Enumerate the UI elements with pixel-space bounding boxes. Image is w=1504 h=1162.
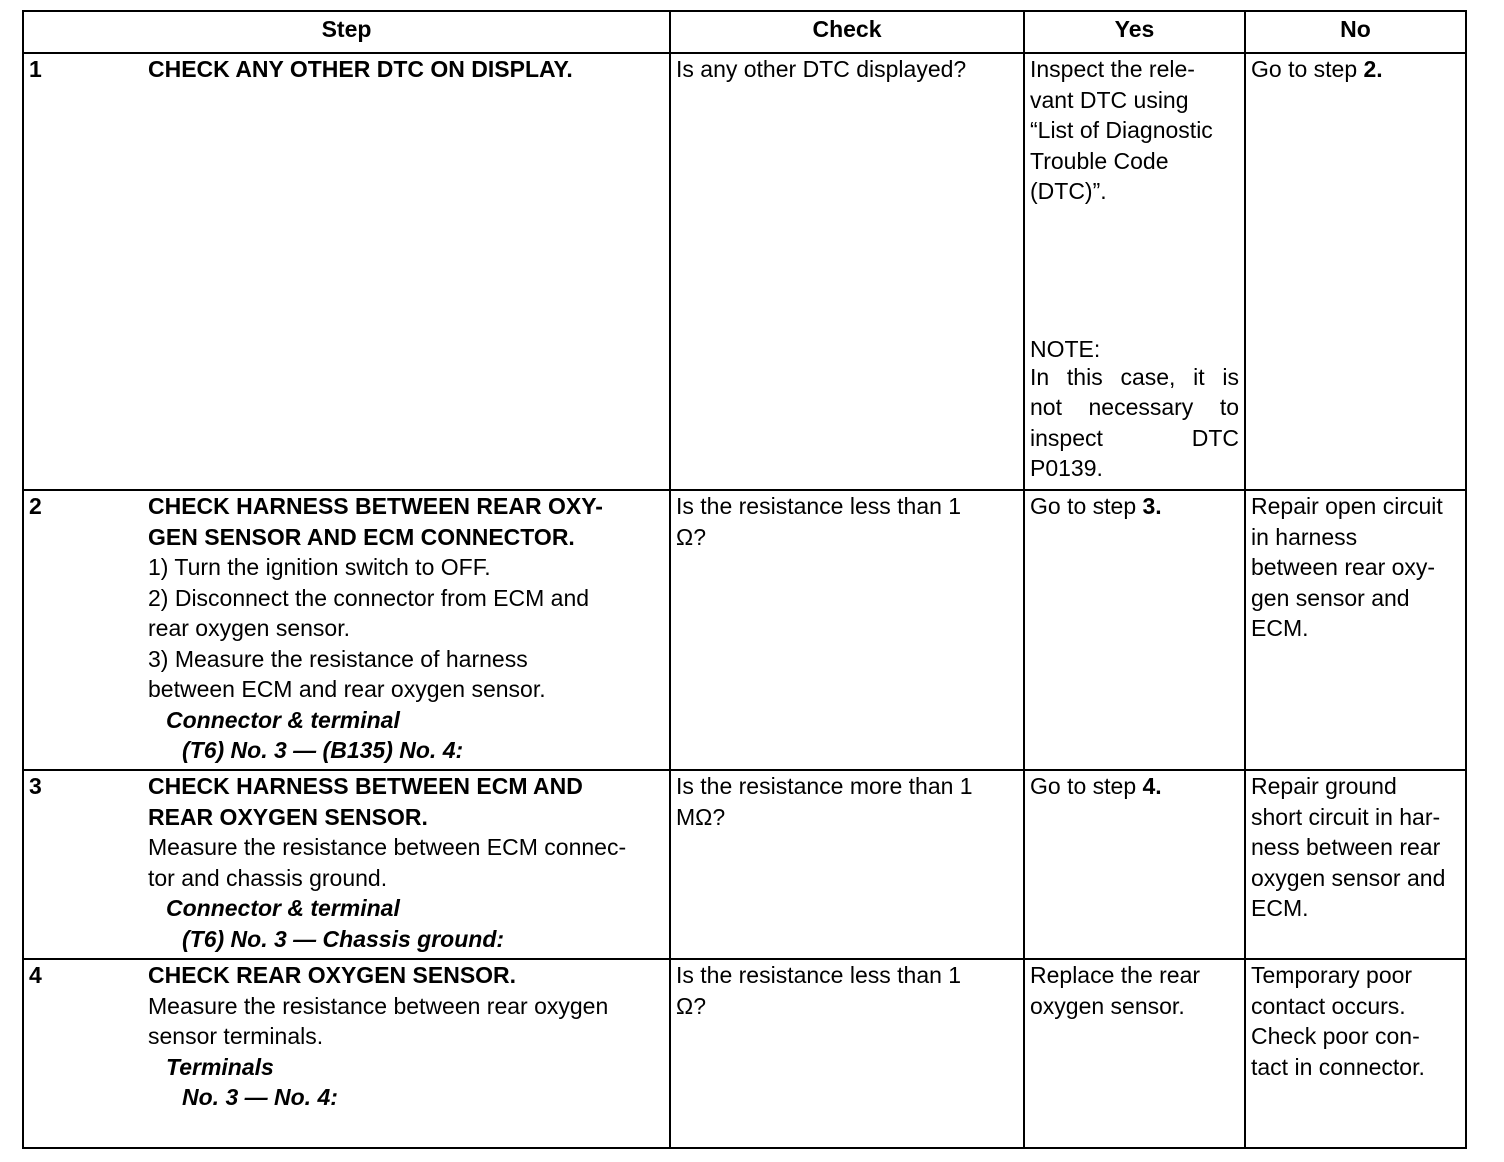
step-title: CHECK ANY OTHER DTC ON DISPLAY. (148, 56, 573, 82)
yes-step-ref: 3. (1142, 493, 1162, 519)
yes-line: “List of Diagnostic (1030, 117, 1213, 143)
yes-text: Go to step (1030, 773, 1143, 799)
no-cell (1245, 53, 1466, 490)
procedure-line: 2) Disconnect the connector from ECM and (148, 584, 590, 611)
check-line: Is the resistance more than 1 (676, 773, 973, 799)
no-line: oxygen sensor and (1251, 864, 1446, 891)
no-line: gen sensor and (1251, 584, 1410, 611)
step-title-line: GEN SENSOR AND ECM CONNECTOR. (148, 523, 575, 550)
yes-cell (1024, 959, 1245, 1148)
no-line: ECM. (1251, 615, 1309, 641)
check-cell (670, 959, 1024, 1148)
yes-line: Trouble Code (1030, 147, 1169, 174)
step-number: 4 (29, 962, 42, 988)
step-title-line: CHECK HARNESS BETWEEN ECM AND (148, 773, 583, 799)
spec-label: Terminals (166, 1053, 274, 1080)
yes-text: Go to step (1030, 493, 1143, 519)
step-title-line: REAR OXYGEN SENSOR. (148, 803, 428, 830)
spec-value: (T6) No. 3 — (B135) No. 4: (182, 737, 464, 763)
check-question: Is any other DTC displayed? (676, 56, 967, 82)
no-cell (1245, 770, 1466, 959)
yes-line: (DTC)”. (1030, 178, 1107, 204)
yes-cell (1024, 770, 1245, 959)
no-line: contact occurs. (1251, 992, 1406, 1019)
procedure-line: 3) Measure the resistance of harness (148, 645, 528, 672)
note-label: NOTE: (1030, 335, 1101, 362)
no-line: Check poor con- (1251, 1023, 1420, 1049)
step-number: 1 (29, 56, 42, 82)
step-number: 2 (29, 493, 42, 519)
no-step-ref: 2. (1363, 56, 1383, 82)
no-line: short circuit in har- (1251, 803, 1441, 830)
table-row (23, 53, 1466, 490)
table-row (23, 959, 1466, 1148)
table-row (23, 490, 1466, 770)
check-cell (670, 53, 1024, 490)
yes-cell (1024, 53, 1245, 490)
no-line: between rear oxy- (1251, 554, 1436, 580)
check-cell (670, 770, 1024, 959)
yes-line: Replace the rear (1030, 962, 1201, 988)
check-line: Ω? (676, 523, 706, 550)
yes-cell (1024, 490, 1245, 770)
check-line: Is the resistance less than 1 (676, 493, 962, 519)
no-line: Repair ground (1251, 773, 1397, 799)
spec-label: Connector & terminal (166, 895, 400, 921)
note-line: P0139. (1030, 455, 1103, 481)
no-cell (1245, 490, 1466, 770)
header-row (23, 11, 1466, 53)
step-title-line: CHECK HARNESS BETWEEN REAR OXY- (148, 493, 603, 519)
procedure-line: tor and chassis ground. (148, 864, 388, 891)
no-line: ECM. (1251, 895, 1309, 921)
header-check: Check (670, 11, 1024, 53)
check-line: Is the resistance less than 1 (676, 962, 962, 988)
no-line: Temporary poor (1251, 962, 1413, 988)
step-cell (23, 53, 670, 490)
check-line: Ω? (676, 992, 706, 1019)
note-line: inspect DTC (1030, 424, 1239, 451)
no-line: in harness (1251, 523, 1358, 550)
step-cell (23, 770, 670, 959)
header-step: Step (23, 11, 670, 53)
procedure-line: Measure the resistance between rear oxygen (148, 992, 609, 1019)
step-cell (23, 959, 670, 1148)
no-cell (1245, 959, 1466, 1148)
no-line: tact in connector. (1251, 1053, 1425, 1080)
step-number: 3 (29, 773, 42, 799)
no-line: ness between rear (1251, 834, 1441, 860)
no-line: Repair open circuit (1251, 493, 1443, 519)
diagnostic-table (22, 10, 1467, 1149)
spec-label: Connector & terminal (166, 706, 400, 733)
procedure-line: Measure the resistance between ECM connec- (148, 834, 627, 860)
check-line: MΩ? (676, 803, 726, 830)
yes-line: oxygen sensor. (1030, 992, 1185, 1019)
step-title: CHECK REAR OXYGEN SENSOR. (148, 962, 517, 988)
table-row (23, 770, 1466, 959)
procedure-line: rear oxygen sensor. (148, 615, 351, 641)
header-yes: Yes (1024, 11, 1245, 53)
note-line: In this case, it is (1030, 363, 1239, 390)
no-text: Go to step (1251, 56, 1364, 82)
check-cell (670, 490, 1024, 770)
yes-step-ref: 4. (1142, 773, 1162, 799)
step-cell (23, 490, 670, 770)
procedure-line: between ECM and rear oxygen sensor. (148, 676, 546, 702)
yes-line: Inspect the rele- (1030, 56, 1195, 82)
header-no: No (1245, 11, 1466, 53)
procedure-line: sensor terminals. (148, 1023, 324, 1049)
yes-line: vant DTC using (1030, 86, 1189, 113)
spec-value: No. 3 — No. 4: (182, 1084, 338, 1110)
procedure-line: 1) Turn the ignition switch to OFF. (148, 554, 491, 580)
spec-value: (T6) No. 3 — Chassis ground: (182, 925, 505, 952)
note-line: not necessary to (1030, 394, 1239, 420)
